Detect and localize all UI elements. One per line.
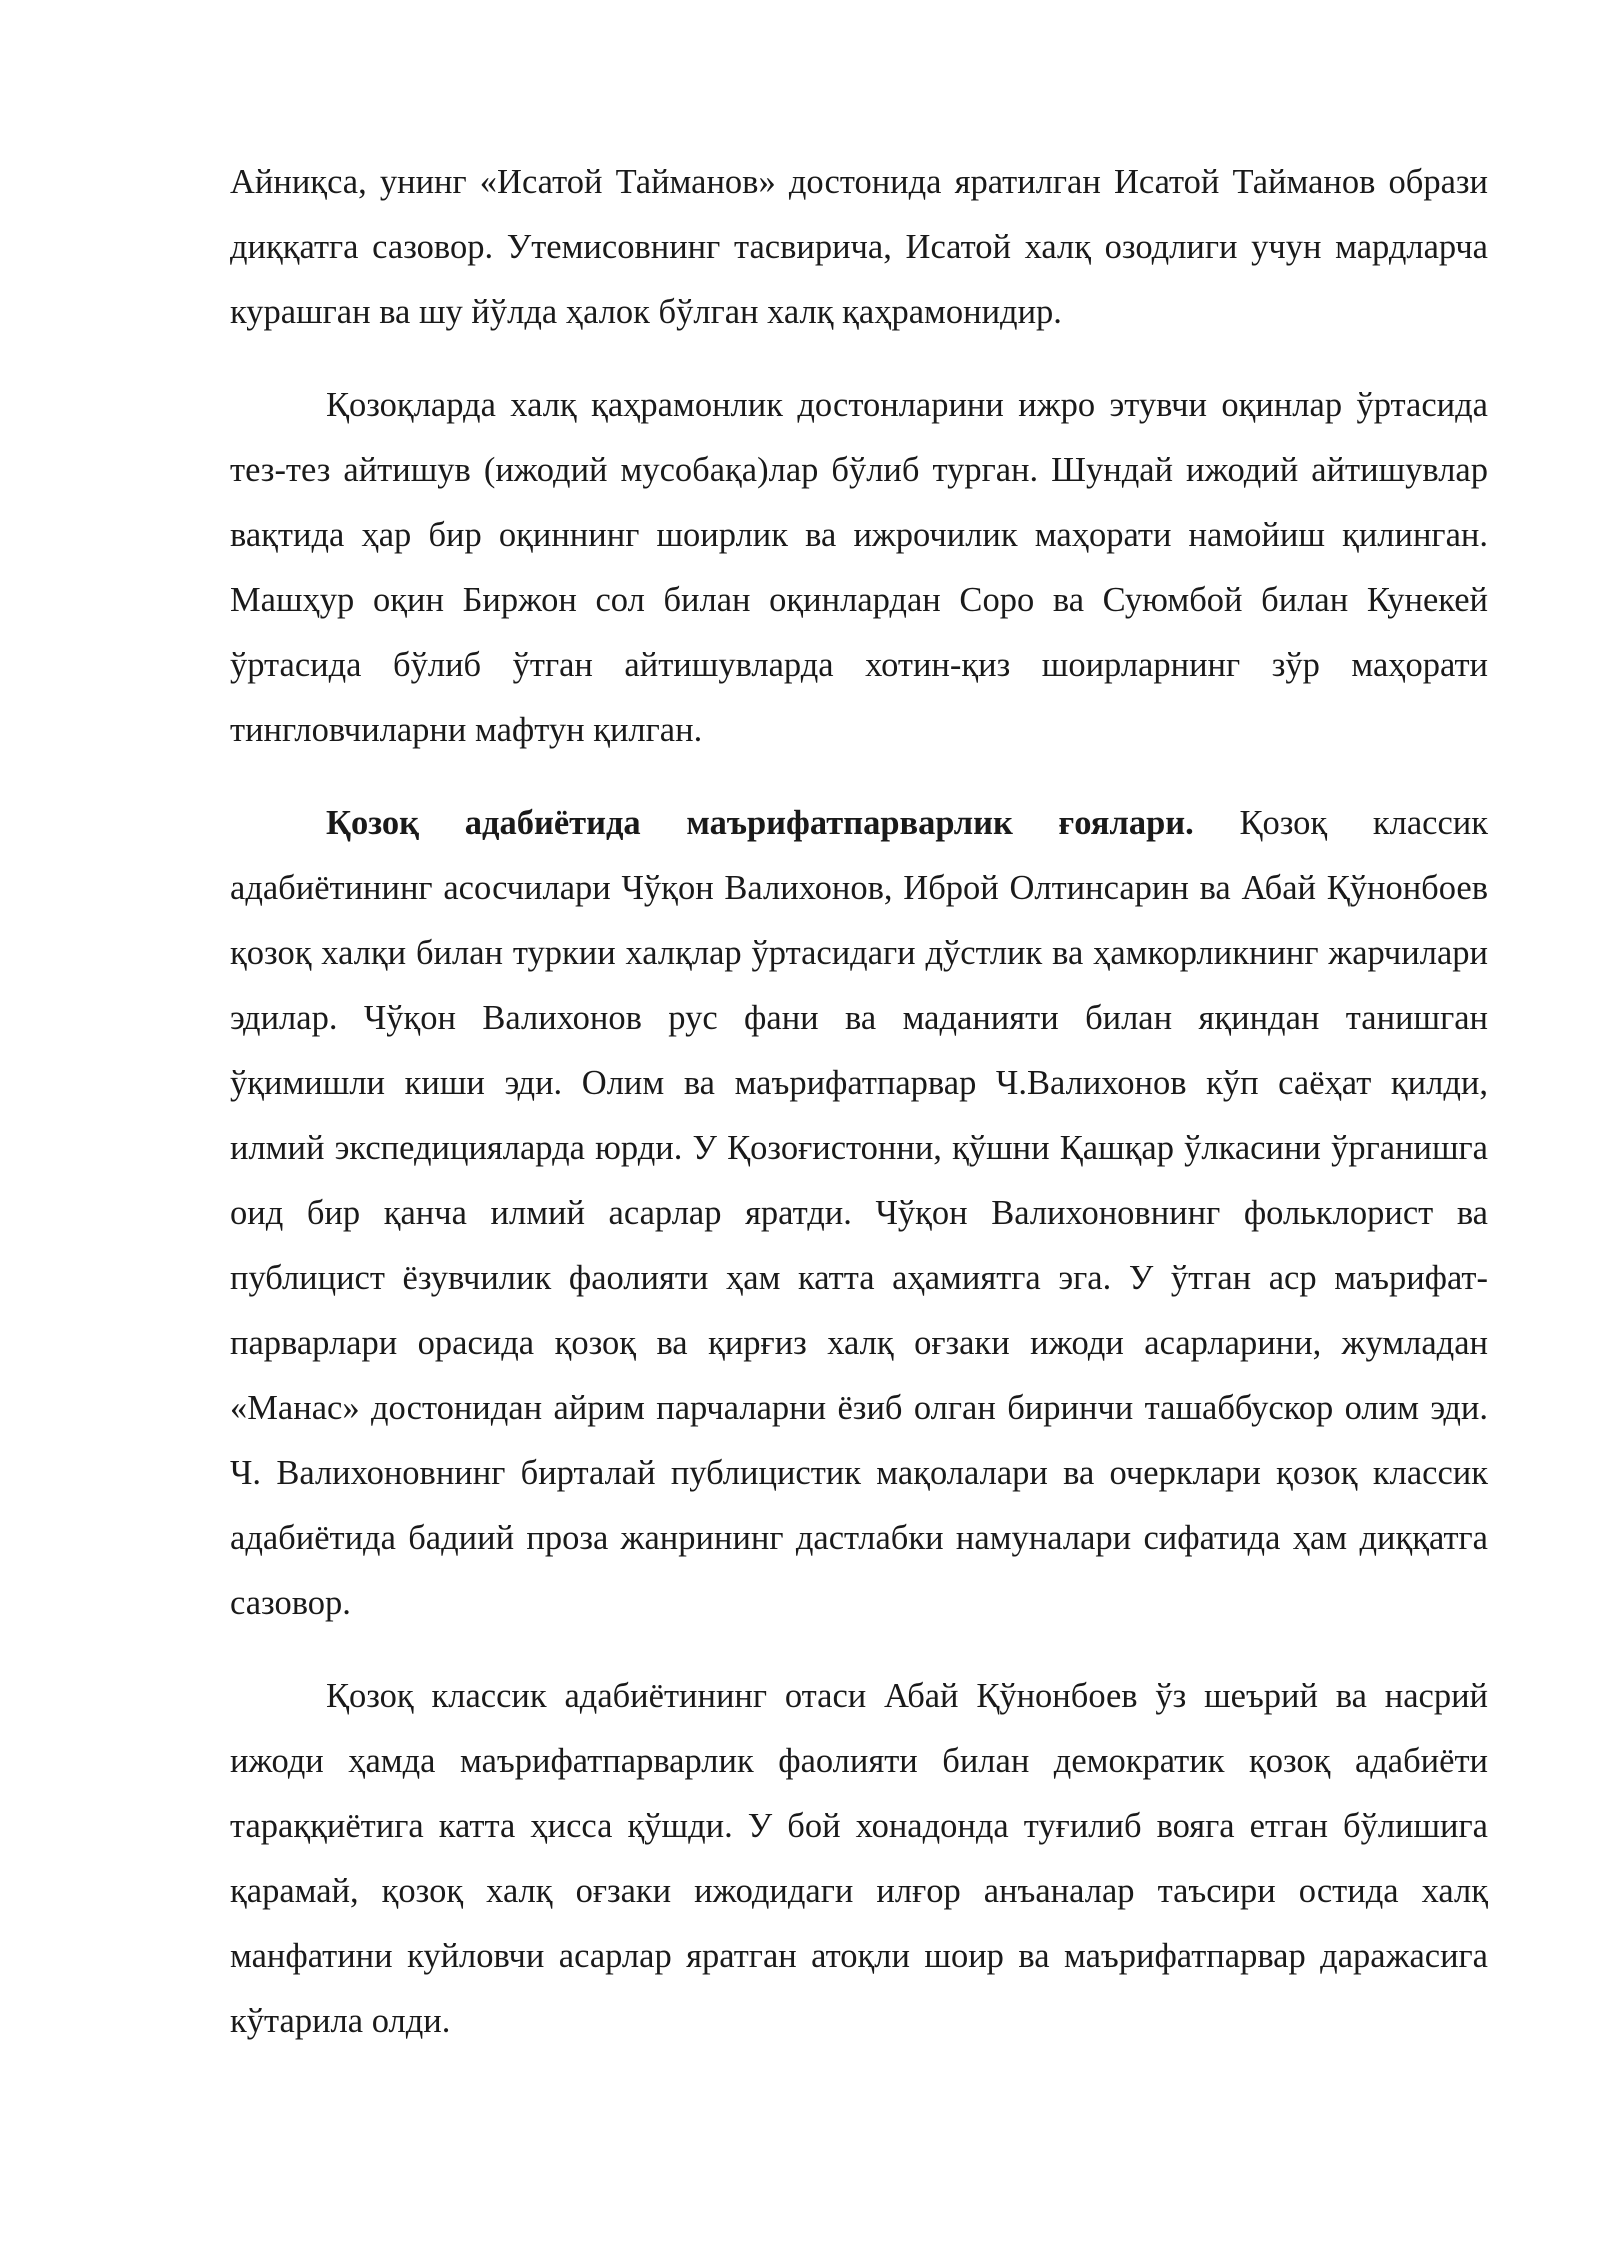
paragraph-3 (230, 791, 1488, 1636)
paragraph-text: Қозоқ классик адабиётининг отаси Абай Қўнонбоев ўз шеърий ва насрий ижоди ҳамда маърифатпарварлик фаолияти билан демократик қозоқ адабиёти тараққиётига катта ҳисса қўшди. У бой хонадонда туғилиб вояга етган бўлишига қарамай, қозоқ халқ оғзаки ижодидаги илғор анъаналар таъсири остида халқ манфатини куйловчи асарлар яратган атоқли шоир ва маърифатпарвар даражасига кўтарила олди. (230, 1677, 1488, 2040)
paragraph-text: Айниқса, унинг «Исатой Тайманов» достонида яратилган Исатой Тайманов образи диққатга сазовор. Утемисовнинг тасвирича, Исатой халқ озодлиги учун мардларча курашган ва шу йўлда ҳалок бўлган халқ қаҳрамонидир. (230, 163, 1488, 331)
paragraph-2 (230, 373, 1488, 763)
document-body (230, 150, 1488, 2082)
paragraph-1 (230, 150, 1488, 345)
paragraph-4 (230, 1664, 1488, 2054)
paragraph-text: Қозоқларда халқ қаҳрамонлик достонларини ижро этувчи оқинлар ўртасида тез-тез айтишув (ижодий мусобақа)лар бўлиб турган. Шундай ижодий айтишувлар вақтида ҳар бир оқиннинг шоирлик ва ижрочилик маҳорати намойиш қилинган. Машҳур оқин Биржон сол билан оқинлардан Соро ва Суюмбой билан Кунекей ўртасида бўлиб ўтган айтишувларда хотин-қиз шоирларнинг зўр маҳорати тингловчиларни мафтун қилган. (230, 386, 1488, 749)
paragraph-text: Қозоқ классик адабиётининг асосчилари Чўқон Валихонов, Иброй Олтинсарин ва Абай Қўнонбоев қозоқ халқи билан туркии халқлар ўртасидаги дўстлик ва ҳамкорликнинг жарчилари эдилар. Чўқон Валихонов рус фани ва маданияти билан яқиндан танишган ўқимишли киши эди. Олим ва маърифатпарвар Ч.Валихонов кўп саёҳат қилди, илмий экспедицияларда юрди. У Қозоғистонни, қўшни Қашқар ўлкасини ўрганишга оид бир қанча илмий асарлар яратди. Чўқон Валихоновнинг фольклорист ва публицист ёзувчилик фаолияти ҳам катта аҳамиятга эга. У ўтган аср маърифат-парварлари орасида қозоқ ва қирғиз халқ оғзаки ижоди асарларини, жумладан «Манас» достонидан айрим парчаларни ёзиб олган биринчи ташаббускор олим эди. Ч. Валихоновнинг бирталай публицистик мақолалари ва очерклари қозоқ классик адабиётида бадиий проза жанрининг дастлабки намуналари сифатида ҳам диққатга сазовор. (230, 804, 1489, 1622)
section-heading: Қозоқ адабиётида маърифатпарварлик ғоялари. (326, 804, 1194, 842)
